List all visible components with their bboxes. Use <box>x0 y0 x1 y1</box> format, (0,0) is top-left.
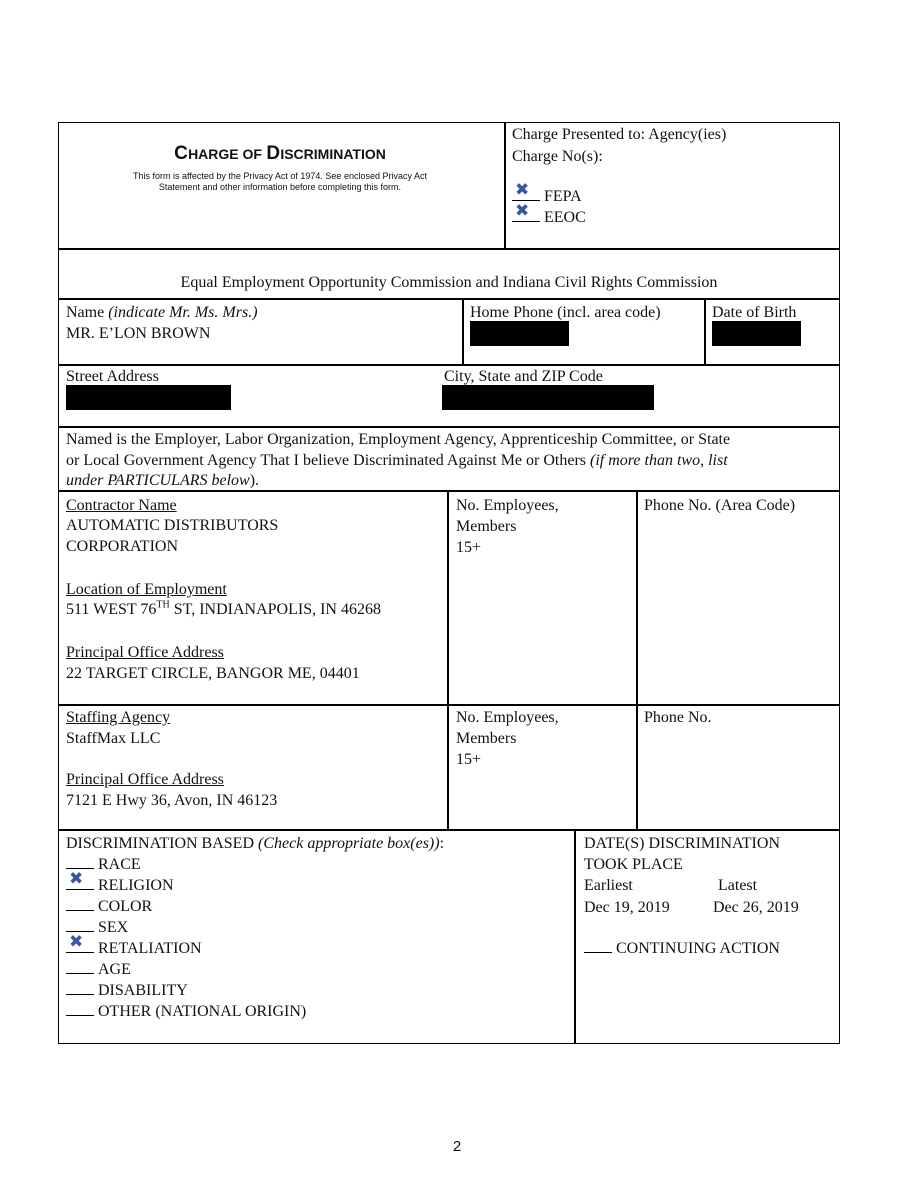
continuing-action-row <box>584 938 780 959</box>
continuing-action-label: CONTINUING ACTION <box>616 940 780 957</box>
privacy-notice <box>60 171 500 193</box>
named-line-3: under PARTICULARS below). <box>66 472 260 489</box>
eeoc-checkbox[interactable] <box>512 201 540 222</box>
staffing-phone-label: Phone No. <box>644 709 712 726</box>
divider <box>58 298 840 300</box>
home-phone-redaction <box>470 321 569 346</box>
charge-number-label: Charge No(s): <box>512 148 603 165</box>
city-state-zip-label: City, State and ZIP Code <box>444 368 603 385</box>
staffing-employees-line-1: No. Employees, <box>456 709 559 726</box>
staffing-principal-label: Principal Office Address <box>66 771 224 788</box>
location-label: Location of Employment <box>66 581 227 598</box>
staffing-agency-name: StaffMax LLC <box>66 730 161 747</box>
divider <box>58 248 840 250</box>
eeoc-checkbox-row <box>512 201 586 228</box>
contractor-name-label: Contractor Name <box>66 497 177 514</box>
contractor-name-line-1: AUTOMATIC DISTRIBUTORS <box>66 517 279 534</box>
phone-area-code-label: Phone No. (Area Code) <box>644 497 796 514</box>
basis-retaliation: ✖ RETALIATION <box>66 938 306 959</box>
named-line-1: Named is the Employer, Labor Organization, Employment Agency, Apprenticeship Committee, or State <box>66 431 731 448</box>
privacy-line-2: Statement and other information before completing this form. <box>158 182 402 192</box>
employees-value: 15+ <box>456 539 482 556</box>
race-checkbox[interactable] <box>66 854 94 869</box>
divider <box>58 426 840 428</box>
employees-label-line-1: No. Employees, <box>456 497 559 514</box>
dates-heading-line-1: DATE(S) DISCRIMINATION <box>584 835 780 852</box>
discrimination-heading: DISCRIMINATION BASED (Check appropriate box(es)): <box>66 835 445 852</box>
basis-race: RACE <box>66 854 306 875</box>
staffing-agency-label: Staffing Agency <box>66 709 171 726</box>
staffing-employees-line-2: Members <box>456 730 517 747</box>
dates-heading <box>584 833 780 875</box>
check-x-icon: ✖ <box>69 932 84 952</box>
street-address-label: Street Address <box>66 368 159 385</box>
divider <box>58 704 840 706</box>
divider <box>574 829 576 1044</box>
basis-religion: ✖ RELIGION <box>66 875 306 896</box>
dates-heading-line-2: TOOK PLACE <box>584 856 683 873</box>
check-x-icon: ✖ <box>515 180 530 200</box>
latest-label: Latest <box>718 877 758 894</box>
other-checkbox[interactable] <box>66 1001 94 1016</box>
divider <box>704 298 706 365</box>
charge-presented-label: Charge Presented to: Agency(ies) <box>512 126 727 143</box>
basis-color: COLOR <box>66 896 306 917</box>
earliest-label: Earliest <box>584 877 633 894</box>
name-value: MR. E’LON BROWN <box>66 325 211 342</box>
location-value: 511 WEST 76TH ST, INDIANAPOLIS, IN 46268 <box>66 599 381 618</box>
city-state-zip-redaction <box>442 385 654 410</box>
commission-title: Equal Employment Opportunity Commission and Indiana Civil Rights Commission <box>180 274 718 291</box>
privacy-line-1: This form is affected by the Privacy Act of 1974. See enclosed Privacy Act <box>133 171 427 181</box>
basis-other: OTHER (NATIONAL ORIGIN) <box>66 1001 306 1022</box>
retaliation-checkbox[interactable] <box>66 932 94 953</box>
sex-checkbox[interactable] <box>66 917 94 932</box>
basis-age: AGE <box>66 959 306 980</box>
dob-redaction <box>712 321 801 346</box>
basis-disability: DISABILITY <box>66 980 306 1001</box>
earliest-date: Dec 19, 2019 <box>584 899 670 916</box>
color-checkbox[interactable] <box>66 896 94 911</box>
disability-checkbox[interactable] <box>66 980 94 995</box>
name-label: Name (indicate Mr. Ms. Mrs.) <box>66 304 258 321</box>
principal-office-label: Principal Office Address <box>66 644 224 661</box>
divider <box>58 829 840 831</box>
fepa-label: FEPA <box>544 188 582 205</box>
street-address-redaction <box>66 385 231 410</box>
divider <box>504 122 506 249</box>
religion-checkbox[interactable] <box>66 869 94 890</box>
divider <box>636 490 638 830</box>
fepa-checkbox[interactable] <box>512 180 540 201</box>
discrimination-list <box>66 854 306 1022</box>
employees-label-line-2: Members <box>456 518 517 535</box>
principal-office-value: 22 TARGET CIRCLE, BANGOR ME, 04401 <box>66 665 360 682</box>
eeoc-label: EEOC <box>544 209 586 226</box>
divider <box>462 298 464 365</box>
contractor-name-line-2: CORPORATION <box>66 538 179 555</box>
basis-sex: SEX <box>66 917 306 938</box>
form-title: CHARGE OF DISCRIMINATION <box>174 143 386 164</box>
named-employer-text <box>66 430 730 492</box>
named-line-2: or Local Government Agency That I believe Discriminated Against Me or Others (if more than two, list <box>66 451 728 469</box>
employees-label <box>456 495 559 558</box>
check-x-icon: ✖ <box>69 869 84 889</box>
latest-date: Dec 26, 2019 <box>713 899 799 916</box>
continuing-action-checkbox[interactable] <box>584 938 612 953</box>
staffing-principal-value: 7121 E Hwy 36, Avon, IN 46123 <box>66 792 278 809</box>
home-phone-label: Home Phone (incl. area code) <box>470 304 661 321</box>
dob-label: Date of Birth <box>712 304 797 321</box>
page-number: 2 <box>452 1138 462 1155</box>
staffing-employees <box>456 707 559 770</box>
staffing-employees-value: 15+ <box>456 751 482 768</box>
check-x-icon: ✖ <box>515 201 530 221</box>
divider <box>447 490 449 830</box>
age-checkbox[interactable] <box>66 959 94 974</box>
